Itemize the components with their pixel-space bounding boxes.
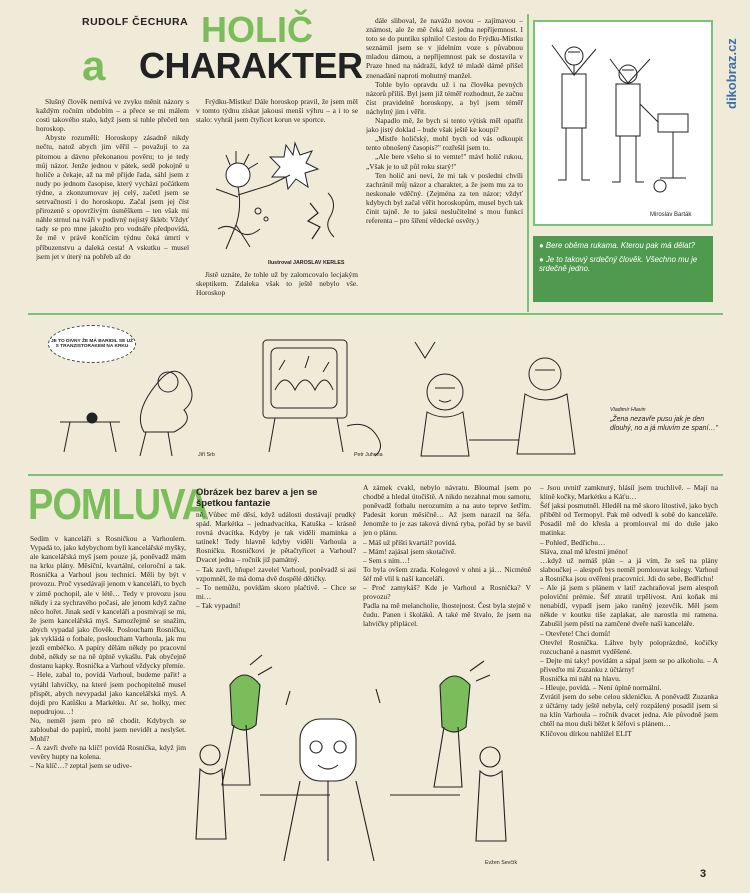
- bartak-caption-2: ● Je to takový srdečný člověk. Všechno mu je srdečně jedno.: [539, 254, 698, 274]
- cartoon-juhena-drawing: [245, 330, 395, 462]
- article2-column-2: ně. Vůbec mě děsí, když události dostávají prudký spád. Markétka – jednadvacítka, Katuška – krásně rovná dvacítka. Kdyby je tak viděli maminka a tatínek! Tedy hlavně kdyby viděli Varhoula a Rosničku. Rosničkovi je pětačtyřicet a Varhoul? Dvacet jedna – ročník již památný. – Tak zavři, hňupe! zavelel Varhoul, poněvadž si asi vzpomněl, že má doma dvě dospělé dětičky. – To nemůžu, povídám skoro plačtivě. – Chce se mi… – Tak vypadni!: [196, 510, 356, 610]
- paragraph: „Mistře holičský, mohl bych od vás odkoupit tento obnošený časopis?" rozřešil jsem to.: [366, 134, 523, 153]
- divider-bottom-strip: [28, 474, 723, 476]
- article1-author: RUDOLF ČECHURA: [82, 16, 189, 28]
- cartoon-hlavin-caption: „Žena nezavře pusu jak je den dlouhý, no a já mluvím ze spaní…": [610, 416, 718, 432]
- paragraph: Abyste rozuměli: Horoskopy zásadně nikdy nečtu, natož abych jim věřil – považuji to za pitomou a dávno překonanou pověru; to je tedy můj názor. Jenže jednou v pátek, sedě pokojně u holiče a čekaje, až na mě přijde řada, sáhl jsem z nudy po jednom časopise, který vychází počátkem týdne, a zkonzumovav jej celý, začetl jsem se setrvačností i do horoskopu. Začal jsem jej číst přirozeně s opovrživým úsměškem – ten však mi náhle strnul na tváři v podivný nejistý škleb: Vždyť tady se pro mne jakožto pro vodnáře předpovídá, že mě v právě končícím týdnu čeká úmrtí v příbuzenstvu a daleká cesta! A vskutku – musel jsem jet v úterý na pohřeb až do: [36, 133, 189, 261]
- watermark: dikobraz.cz: [724, 38, 739, 109]
- speech-bubble-srb: JE TO DIVNY ŽE MÁ BARIDIL SE UŽ S TRANZISTORAKEM NA KRKU: [48, 325, 136, 363]
- paragraph: Napadlo mě, že bych si tento výtisk měl opatřit jako jistý doklad – bude však ještě ke koupi?: [366, 116, 523, 135]
- paragraph: Jistě uznáte, že tohle už by zalomcovalo lecjakým skeptikem. Zdaleka však to ještě nebylo vše. Horoskop: [196, 270, 358, 298]
- article2-column-1: Sedím v kanceláři s Rosničkou a Varhoulem. Vypadá to, jako kdybychom byli kancelářské myšky, ale kancelářská myš jsem pouze já, poněvadž mám na krku plány. Měsíční, kvartální, celoroční a tak. Rosnička a Varhoul jsou technici. Měli by být v provozu. Proč vysedávají jenom v kanceláři, to bych v zimě pochopil, ale v létě… Tedy v provozu jsou někdy i za sychravého počasí, ale jenom když začne něco hořet. Jinak sedí v kanceláři a posmívají se mi, že jsem kancelářská myš. Samozřejmě se snažím, abych vypadal jako člověk. Posloucham Rosničku, jak vykládá o fotbale, posloucham Varhoula, jak mu jezdí embéčko. A papíry dělám někdy po pracovní době, někdy se na ně úplně vykašlu. Pak obyčejně dostanu kapky. Rosnička a Varhoul vždycky přemíe. – Hele, zabal to, povídá Varhoul, budeme pařit! a vytáhl lahvičky, na které jsem pochopitelně musel přispět, abych nevypadal jako kancelářská myš. A dojdi pro Katůšku a Markétku. Ať se, holky, mec nepudrujou…! No, neměl jsem pro ně chodit. Kdybych se zabloubal do papírů, mohl jsem nevidět a neslyšet. Mohl? – A zavři dveře na klíč! povídá Rosnička, když jim vevěry hupty na kolena. – Na klíč…? zeptal jsem se udive-: [30, 534, 186, 771]
- cartoon-srb-credit: Jiří Srb: [198, 452, 215, 458]
- office-party-illustration: [190, 645, 535, 870]
- divider-top-strip: [28, 313, 723, 315]
- cartoon-bartak-credit: Miroslav Barták: [650, 212, 692, 218]
- article1-column-2-top: [196, 97, 358, 124]
- article1-title-line1: HOLIČ: [201, 9, 313, 50]
- page-number: 3: [700, 868, 707, 880]
- paragraph: Ten holič ani neví, že mi tak v posledni chvíli zachránil můj názor a charakter, a že jsem mu za to neskonale vděčný. (Zejména za ten názor; vždyť kdybych byl začal věřit horoskopům, musel bych tak činit tajně. Je to jaksi neslučitelné s mou funkcí referenta – pro šíření vědecké osvěty.): [366, 170, 523, 226]
- article1-column-2-bottom: [196, 270, 358, 297]
- article2-title: POMLUVA: [28, 480, 209, 530]
- article2-subtitle: Obrázek bez barev a jen se špetkou fantazie: [196, 487, 318, 509]
- article1-title-line2: CHARAKTER: [139, 45, 363, 86]
- illustration-credit-sevcik: Evžen Sevčík: [485, 860, 518, 866]
- divider-vertical: [527, 14, 529, 312]
- bartak-cartoon-drawing: [540, 26, 708, 212]
- cartoon-juhena-credit: Petr Juhena: [354, 452, 383, 458]
- paragraph: „Ale bere všeho si to vemte!" mávl holič rukou, „Však je to už půl roku starý!": [366, 152, 523, 171]
- paragraph: Slušný člověk nemívá ve zvyku měnit názory s každým ročním obdobím – a přece se mi málem costi takového stalo, když jsem si tuhle přečetl ten horoskop.: [36, 97, 189, 134]
- holic-illustration: [200, 133, 355, 261]
- cartoon-hlavin-drawing: [405, 322, 605, 467]
- paragraph: Tohle bylo opravdu už i na člověka pevných názorů příliš. Byl jsem již téměř rozhodnut, že začnu číst pravidelně horoskopy, a byl jsem téměř náchylný jim i věřit.: [366, 79, 523, 116]
- article1-title-a: a: [82, 42, 106, 89]
- article1-column-3: [366, 16, 523, 310]
- cartoon-hlavin-credit: Vladimír Hlavin: [610, 407, 646, 413]
- article1-column-1: [36, 97, 189, 302]
- article2-column-3: A zámek cvakl, nebylo návratu. Bloumal jsem po chodbě a hledal útočiště. A nikdo nezahnal mou samotu, poněvadž fotbalu nerozumím a na auto teprve šetřím. Padesát korun měsíčně… Až jsem narazil na šéfa. Jenomže to je zas taková divná ryba, pořád by se bavil jen o plánu. – Máš už příští kvartál? povídá. – Mám! zajásal jsem skotačivě. – Sem s ním…! To byla ovšem zrada. Kolegové v ohni a já… Nicméně šéf mě vlil k naší kanceláři. – Proč zamykáš? Kde je Varhoul a Rosnička? V provozu? Padla na mě melancholie, lhostejnost. Čest byla stejně v čudu. Panen i školáků. A také mě štvalo, že jsem na lahvičky připlácel.: [363, 483, 531, 629]
- article2-column-4: – Jsou uvnitř zamknutý, hlásil jsem truchlivě. – Mají na klíně kočky, Markétku a Káťu… Šéf jaksi posmutněl. Hleděl na mě skoro lítostivě, jako bych přiběhl od Termopyl. Pak mě odvedl k sobě do kanceláře. Posadil mě do křesla a promlouval mi do duše jako matinka: – Pohleď, Bedřichu… Sláva, znal mě křestní jméno! …když už nemáš plán – a já vím, že seš na plány slaboučkej – alespoň bys neměl pomlouvat kolegy. Varhoul a Rosnička jsou ověřeni pracovníci. Jdi do sebe, Bedřichu! – Ale já jsem s plánem v latí! zachraňoval jsem alespoň poloviční prémie. Šéf ztratil trpělivost. Ani koňak mi nenabídl, vypadl jsem jako raněný jezevčík. Měl jsem někde v koutku tiše zaplakat, ale narostla mi ramena. Zabušil jsem pěstí na zamčené dveře naší kanceláře. – Otevřete! Chci domů! Otevřel Rosnička. Láhve byly poloprázdné, kočičky rozcuchané a nasmrt vyděšené. – Dejte mi taky! povídám a sápal jsem se po alkoholu. – A přiveďte mi Zuzanku z účtárny! Rosnička mi náhl na hlavu. – Hleuje, povídá. – Není úplně normální. Zvrátil jsem do sebe celou skleničku. A poněvadž Zuzanka z účtárny tady ještě nebyla, celý rozpálený posadil jsem si na klín Varhoula – ročník dvacet jedna. Ale původně jsem chtěl na mou duši běžet k šéfovi s plánem… Klíčovou dírkou nahlížel ELIT: [540, 483, 718, 738]
- paragraph: dále sliboval, že navážu novou – zajímavou – známost, ale že mě čeká též jedna nepříjemnost. I toto se do puntíku splnilo! Cestou do Frýdku-Místku seznámil jsem se v jídelním voze s půvabnou mladou dámou, a nepříjemnost pak se dostavila v Praze hned na nádraží, když té mladé dámě přišel znenadání naproti mohutný manžel.: [366, 16, 523, 80]
- paragraph: Frýdku-Místku! Dále horoskop pravil, že jsem měl v tomto týdnu získat jakousi menší výhru – a i to se stalo: vyhrál jsem čtyřicet korun ve sportce.: [196, 97, 358, 125]
- bartak-caption-1: ● Bere oběma rukama. Kterou pak má dělat?: [539, 241, 695, 250]
- illustration-credit-kerles: Ilustroval JAROSLAV KERLES: [268, 260, 345, 266]
- bartak-caption-panel: [533, 236, 713, 302]
